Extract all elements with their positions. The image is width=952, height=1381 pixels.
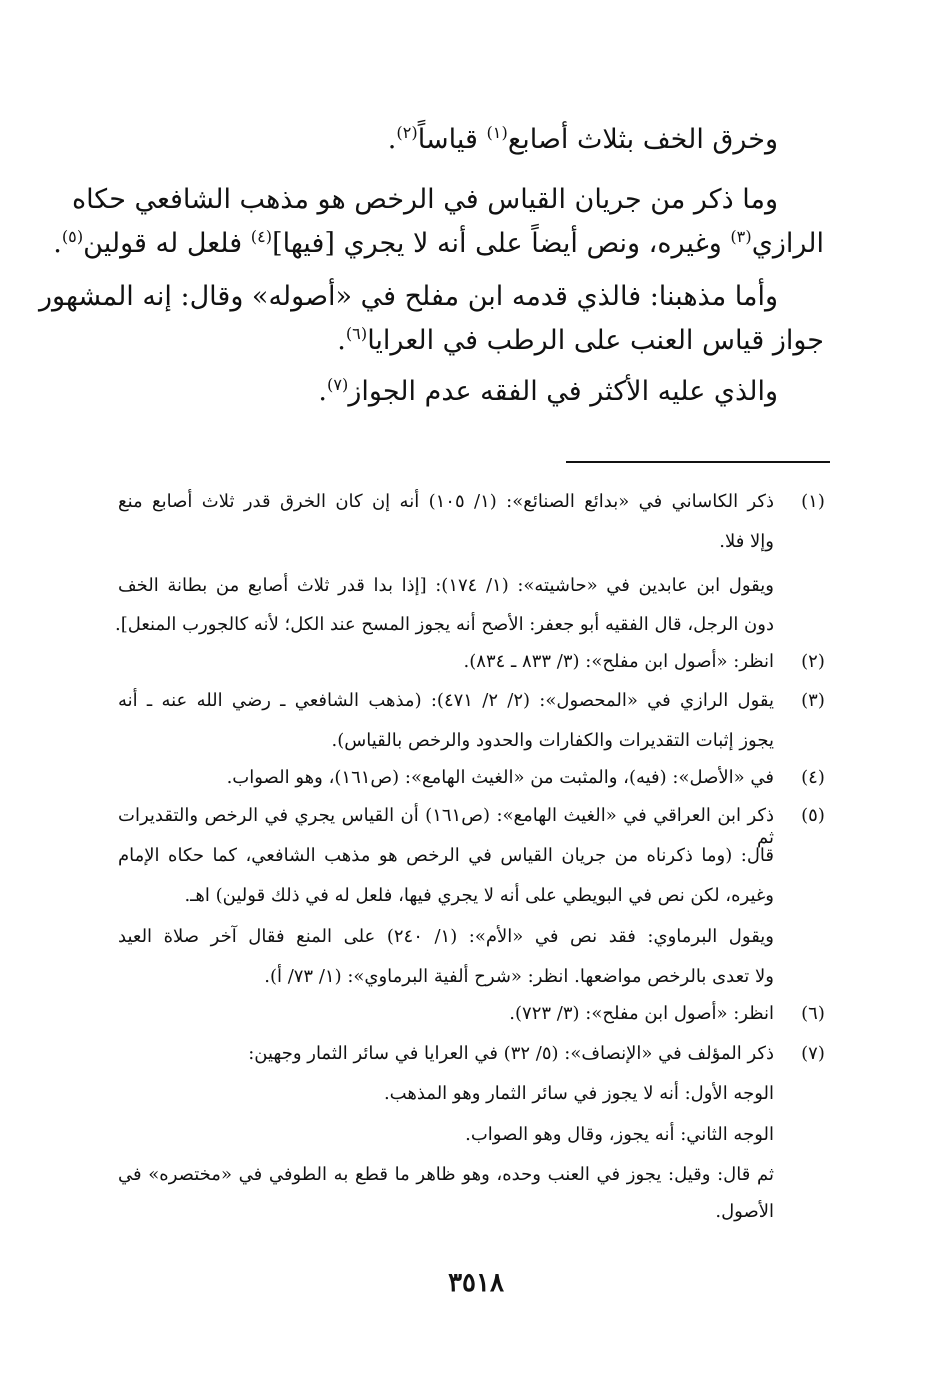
footnote-ref-2[interactable]: (٢): [396, 123, 418, 142]
main-line-5-text: جواز قياس العنب على الرطب في العرايا: [367, 325, 824, 356]
main-line-1-end: .: [387, 124, 397, 155]
footnote-7-line-5: الأصول.: [715, 1201, 774, 1222]
footnote-5-line-1: ذكر ابن العراقي في «الغيث الهامع»: (ص١٦١) أن القياس يجري في الرخص والتقديرات ثم: [118, 805, 774, 848]
footnote-1-line-2: وإلا فلا.: [719, 531, 774, 552]
main-line-5: [337, 325, 824, 357]
footnote-number: (٣): [801, 690, 825, 711]
footnote-ref-5[interactable]: (٥): [61, 227, 84, 246]
footnote-7-line-1: ذكر المؤلف في «الإنصاف»: (٥/ ٣٢) في العرايا في سائر الثمار وجهين:: [248, 1043, 774, 1064]
footnote-ref-7[interactable]: (٧): [327, 375, 349, 394]
main-line-3-end: .: [53, 228, 62, 259]
footnote-2-line-1: انظر: «أصول ابن مفلح»: (٣/ ٨٣٣ ـ ٨٣٤).: [463, 651, 774, 672]
footnote-3-line-2: يجوز إثبات التقديرات والكفارات والحدود والرخص بالقياس).: [331, 730, 774, 751]
footnote-number: (٤): [801, 767, 825, 788]
main-line-3-text-a: الرازي: [751, 228, 824, 259]
footnote-6-line-1: انظر: «أصول ابن مفلح»: (٣/ ٧٢٣).: [509, 1003, 774, 1024]
footnote-number: (١): [801, 491, 825, 512]
main-line-6-end: .: [318, 376, 328, 407]
footnote-ref-3[interactable]: (٣): [730, 227, 752, 246]
main-line-3-text-c: فلعل له قولين: [83, 228, 251, 259]
footnote-7-line-3: الوجه الثاني: أنه يجوز، وقال وهو الصواب.: [465, 1124, 774, 1145]
main-line-2: وما ذكر من جريان القياس في الرخص هو مذهب الشافعي حكاه: [71, 184, 778, 215]
footnote-5-line-3: وغيره، لكن نص في البويطي على أنه لا يجري فيها، فلعل له في ذلك قولين) اهـ.: [184, 885, 774, 906]
main-line-3: [53, 228, 824, 260]
footnote-5-line-4: ويقول البرماوي: فقد نص في «الأم»: (١/ ٢٤٠) على المنع فقال آخر صلاة العيد: [118, 926, 774, 947]
main-line-6: [318, 376, 824, 408]
main-line-4: وأما مذهبنا: فالذي قدمه ابن مفلح في «أصوله» وقال: إنه المشهور: [38, 281, 778, 312]
main-line-1: [388, 124, 824, 156]
footnote-number: (٦): [801, 1003, 825, 1024]
footnote-ref-4[interactable]: (٤): [250, 227, 273, 246]
footnote-7-line-4: ثم قال: وقيل: يجوز في العنب وحده، وهو ظاهر ما قطع به الطوفي في «مختصره» في: [118, 1164, 774, 1185]
footnote-4-line-1: في «الأصل»: (فيه)، والمثبت من «الغيث الهامع»: (ص١٦١)، وهو الصواب.: [226, 767, 774, 788]
main-line-3-text-b: وغيره، ونص أيضاً على أنه لا يجري [فيها]: [272, 228, 731, 259]
footnote-number: (٢): [801, 651, 825, 672]
footnote-1-line-3: ويقول ابن عابدين في «حاشيته»: (١/ ١٧٤): [إذا بدا قدر ثلاث أصابع من بطانة الخف: [118, 575, 774, 596]
footnote-separator: [566, 461, 830, 463]
footnote-ref-1[interactable]: (١): [486, 123, 508, 142]
main-line-1-text: وخرق الخف بثلاث أصابع: [507, 124, 778, 155]
footnote-1-line-1: ذكر الكاساني في «بدائع الصنائع»: (١/ ١٠٥) أنه إن كان الخرق قدر ثلاث أصابع منع: [118, 491, 775, 512]
footnote-5-line-5: ولا تعدى بالرخص مواضعها. انظر: «شرح ألفية البرماوي»: (١/ ٧٣/ أ).: [264, 966, 774, 987]
footnote-ref-6[interactable]: (٦): [345, 324, 368, 343]
footnote-3-line-1: يقول الرازي في «المحصول»: (٢/ ٢/ ٤٧١): (مذهب الشافعي ـ رضي الله عنه ـ أنه: [118, 690, 775, 711]
footnote-1-line-4: دون الرجل، قال الفقيه أبو جعفر: الأصح أنه يجوز المسح عند الكل؛ لأنه كالجورب المنعل].: [114, 614, 774, 635]
footnote-number: (٥): [801, 805, 825, 826]
footnote-number: (٧): [801, 1043, 825, 1064]
footnote-5-line-2: قال: (وما ذكرناه من جريان القياس في الرخص هو مذهب الشافعي، كما حكاه الإمام: [118, 845, 774, 866]
footnote-7-line-2: الوجه الأول: أنه لا يجوز في سائر الثمار وهو المذهب.: [383, 1083, 774, 1104]
main-line-5-end: .: [337, 325, 346, 356]
page-number: ٣٥١٨: [448, 1268, 504, 1298]
main-line-1-text-b: قياساً: [417, 124, 487, 155]
main-line-6-text: والذي عليه الأكثر في الفقه عدم الجواز: [348, 376, 778, 407]
